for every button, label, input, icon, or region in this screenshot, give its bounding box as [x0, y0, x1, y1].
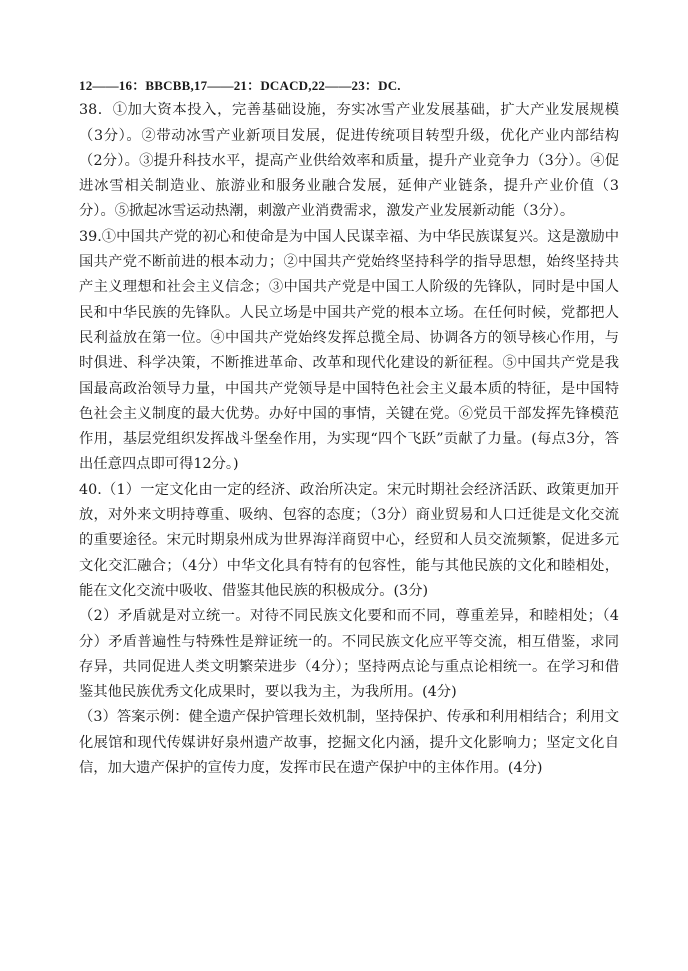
question-40-part-2-answer: （2）矛盾就是对立统一。对待不同民族文化要和而不同，尊重差异，和睦相处；（4分）矛盾普遍性与特殊性是辩证统一的。不同民族文化应平等交流，相互借鉴，求同存异，共同促进人类文明繁荣进步（4分）；坚持两点论与重点论相统一。在学习和借鉴其他民族优秀文化成果时，要以我为主，为我所用。(4分) [79, 608, 619, 701]
answer-text-block [79, 73, 619, 781]
question-39-answer: 39.①中国共产党的初心和使命是为中国人民谋幸福、为中华民族谋复兴。这是激励中国共产党不断前进的根本动力；②中国共产党始终坚持科学的指导思想，始终坚持共产主义理想和社会主义信念；③中国共产党是中国工人阶级的先锋队，同时是中国人民和中华民族的先锋队。人民立场是中国共产党的根本立场。在任何时候，党都把人民利益放在第一位。④中国共产党始终发挥总揽全局、协调各方的领导核心作用，与时俱进、科学决策，不断推进革命、改革和现代化建设的新征程。⑤中国共产党是我国最高政治领导力量，中国共产党领导是中国特色社会主义最本质的特征，是中国特色社会主义制度的最大优势。办好中国的事情，关键在党。⑥党员干部发挥先锋模范作用，基层党组织发挥战斗堡垒作用，为实现“四个飞跃”贡献了力量。(每点3分，答出任意四点即可得12分。) [79, 228, 619, 473]
question-40-part-3-answer: （3）答案示例：健全遗产保护管理长效机制，坚持保护、传承和利用相结合；利用文化展馆和现代传媒讲好泉州遗产故事，挖掘文化内涵，提升文化影响力；坚定文化自信，加大遗产保护的宣传力度，发挥市民在遗产保护中的主体作用。(4分) [79, 709, 619, 777]
question-38-answer: 38．①加大资本投入，完善基础设施，夯实冰雪产业发展基础，扩大产业发展规模（3分）。②带动冰雪产业新项目发展，促进传统项目转型升级，优化产业内部结构（2分）。③提升科技水平，提高产业供给效率和质量，提升产业竞争力（3分）。④促进冰雪相关制造业、旅游业和服务业融合发展，延伸产业链条，提升产业价值（3分）。⑤掀起冰雪运动热潮，刺激产业消费需求，激发产业发展新动能（3分）。 [79, 102, 619, 220]
question-40-part-1-answer: 40.（1）一定文化由一定的经济、政治所决定。宋元时期社会经济活跃、政策更加开放，对外来文明持尊重、吸纳、包容的态度；（3分）商业贸易和人口迁徙是文化交流的重要途径。宋元时期泉州成为世界海洋商贸中心，经贸和人员交流频繁，促进多元文化交汇融合；（4分）中华文化具有特有的包容性，能与其他民族的文化和睦相处，能在文化交流中吸收、借鉴其他民族的积极成分。(3分) [79, 481, 619, 599]
objective-answers: 12——16：BBCBB,17——21：DCACD,22——23：DC. [79, 78, 401, 93]
